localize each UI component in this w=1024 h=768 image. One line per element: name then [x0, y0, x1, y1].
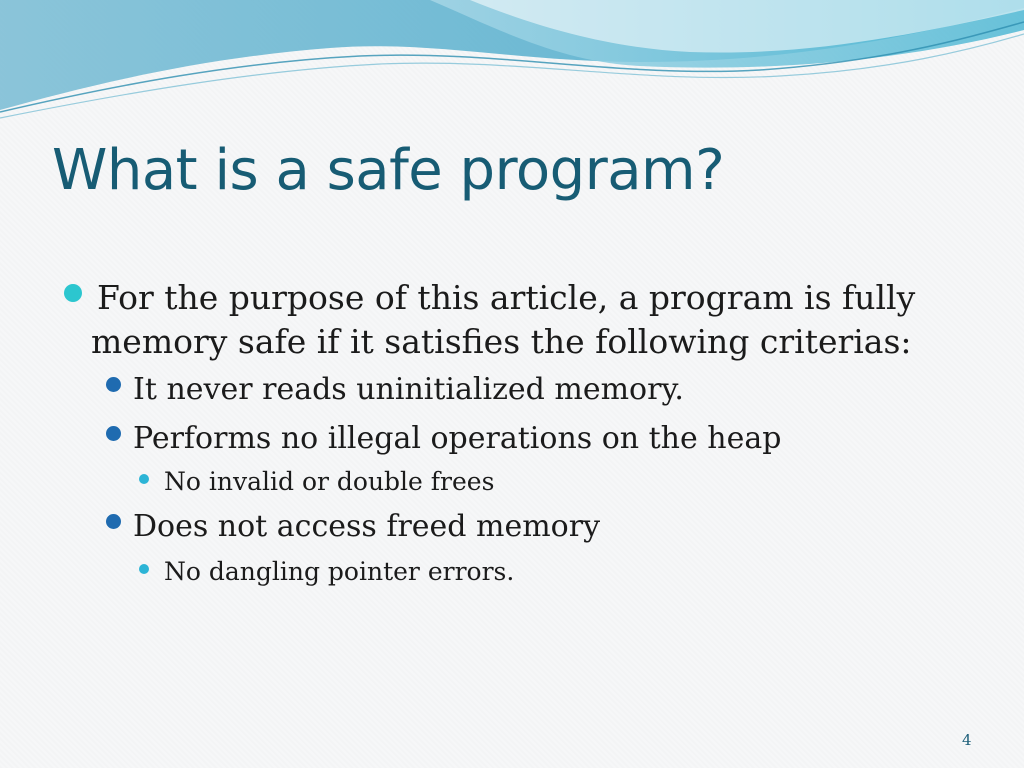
bullet-text: Performs no illegal operations on the heap [133, 421, 782, 456]
bullet-text: No invalid or double frees [164, 467, 495, 496]
bullet-text-line: For the purpose of this article, a program is fully [97, 278, 916, 317]
bullet-dot-level2 [106, 426, 121, 441]
page-number: 4 [962, 731, 972, 749]
bullet-dot-level2 [106, 514, 121, 529]
bullet-dot-level1 [64, 284, 82, 302]
bullet-dot-level3 [139, 474, 149, 484]
bullet-dot-level2 [106, 377, 121, 392]
bullet-text: No dangling pointer errors. [164, 557, 515, 586]
bullet-text: Does not access freed memory [133, 509, 601, 544]
header-wave-decoration [0, 0, 1024, 130]
bullet-text: It never reads uninitialized memory. [133, 372, 684, 407]
bullet-text-line: memory safe if it satisfies the following criterias: [91, 322, 912, 361]
slide-title: What is a safe program? [52, 138, 725, 203]
bullet-dot-level3 [139, 564, 149, 574]
